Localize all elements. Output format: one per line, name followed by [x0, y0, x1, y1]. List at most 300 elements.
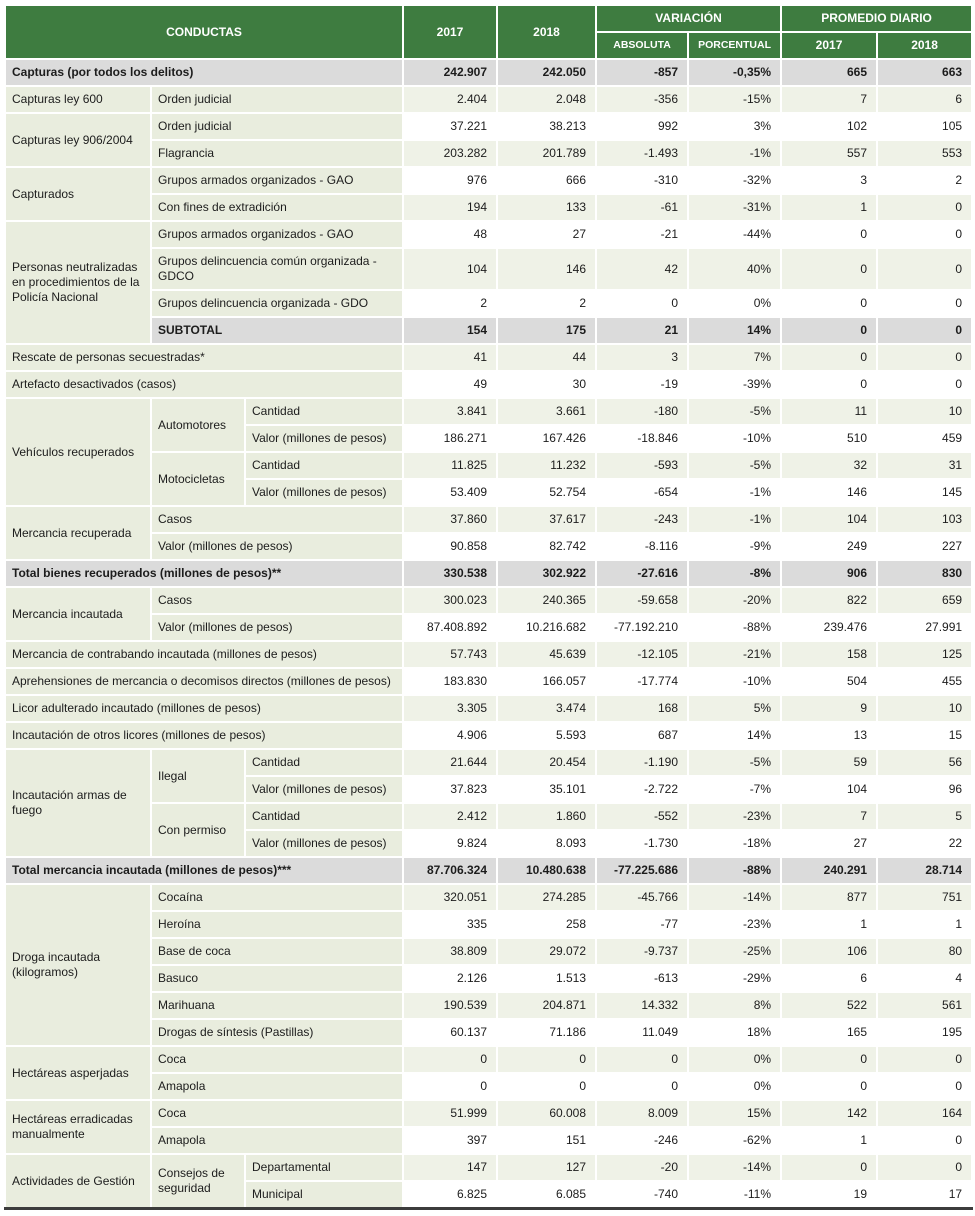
daily-avg-2018: 455 — [877, 668, 972, 695]
value-2017: 2.412 — [403, 803, 497, 830]
daily-avg-2018: 5 — [877, 803, 972, 830]
variation-percent: 5% — [688, 695, 781, 722]
value-2018: 44 — [497, 344, 596, 371]
variation-absolute: 11.049 — [596, 1019, 688, 1046]
value-2017: 51.999 — [403, 1100, 497, 1127]
value-2018: 20.454 — [497, 749, 596, 776]
variation-percent: 8% — [688, 992, 781, 1019]
row-label: Orden judicial — [151, 86, 403, 113]
daily-avg-2018: 31 — [877, 452, 972, 479]
value-2018: 2.048 — [497, 86, 596, 113]
section-total-row — [5, 560, 972, 587]
variation-absolute: -654 — [596, 479, 688, 506]
row-label: Licor adulterado incautado (millones de pesos) — [5, 695, 403, 722]
value-2018: 35.101 — [497, 776, 596, 803]
value-2018: 6.085 — [497, 1181, 596, 1209]
daily-avg-2018: 0 — [877, 317, 972, 344]
variation-absolute: 168 — [596, 695, 688, 722]
row-label: Cocaína — [151, 884, 403, 911]
daily-avg-2018: 751 — [877, 884, 972, 911]
value-2017: 147 — [403, 1154, 497, 1181]
daily-avg-2018: 659 — [877, 587, 972, 614]
data-row — [5, 506, 972, 533]
value-2017: 0 — [403, 1046, 497, 1073]
table-header — [5, 5, 972, 59]
variation-percent: -21% — [688, 641, 781, 668]
daily-avg-2017: 0 — [781, 290, 877, 317]
value-2017: 87.706.324 — [403, 857, 497, 884]
data-row — [5, 344, 972, 371]
variation-percent: -14% — [688, 1154, 781, 1181]
data-row — [5, 1046, 972, 1073]
daily-avg-2018: 4 — [877, 965, 972, 992]
value-2018: 38.213 — [497, 113, 596, 140]
daily-avg-2017: 7 — [781, 86, 877, 113]
variation-absolute: 42 — [596, 248, 688, 290]
data-row — [5, 641, 972, 668]
variation-percent: -11% — [688, 1181, 781, 1209]
variation-percent: -23% — [688, 911, 781, 938]
variation-absolute: 687 — [596, 722, 688, 749]
value-2017: 183.830 — [403, 668, 497, 695]
value-2017: 11.825 — [403, 452, 497, 479]
daily-avg-2017: 104 — [781, 506, 877, 533]
value-2017: 242.907 — [403, 59, 497, 86]
row-label: Motocicletas — [151, 452, 245, 506]
row-label: Capturas ley 906/2004 — [5, 113, 151, 167]
row-label: Coca — [151, 1046, 403, 1073]
daily-avg-2017: 877 — [781, 884, 877, 911]
variation-percent: -1% — [688, 140, 781, 167]
row-label: Con permiso — [151, 803, 245, 857]
variation-percent: 14% — [688, 722, 781, 749]
value-2017: 3.841 — [403, 398, 497, 425]
data-row — [5, 398, 972, 425]
daily-avg-2017: 165 — [781, 1019, 877, 1046]
daily-avg-2017: 0 — [781, 221, 877, 248]
table-body — [5, 59, 972, 1209]
data-row — [5, 167, 972, 194]
row-label: Departamental — [245, 1154, 403, 1181]
daily-avg-2018: 15 — [877, 722, 972, 749]
variation-absolute: -77 — [596, 911, 688, 938]
value-2018: 151 — [497, 1127, 596, 1154]
value-2017: 9.824 — [403, 830, 497, 857]
row-label: Casos — [151, 506, 403, 533]
daily-avg-2018: 27.991 — [877, 614, 972, 641]
value-2017: 60.137 — [403, 1019, 497, 1046]
row-label: Grupos armados organizados - GAO — [151, 167, 403, 194]
daily-avg-2018: 105 — [877, 113, 972, 140]
variation-absolute: -59.658 — [596, 587, 688, 614]
row-label: Hectáreas asperjadas — [5, 1046, 151, 1100]
daily-avg-2017: 0 — [781, 344, 877, 371]
data-row — [5, 113, 972, 140]
variation-absolute: -310 — [596, 167, 688, 194]
variation-percent: -5% — [688, 398, 781, 425]
daily-avg-2018: 0 — [877, 371, 972, 398]
value-2017: 6.825 — [403, 1181, 497, 1209]
data-row — [5, 884, 972, 911]
data-row — [5, 533, 972, 560]
variation-percent: -44% — [688, 221, 781, 248]
daily-avg-2017: 240.291 — [781, 857, 877, 884]
data-row — [5, 194, 972, 221]
value-2017: 154 — [403, 317, 497, 344]
row-label: Aprehensiones de mercancia o decomisos directos (millones de pesos) — [5, 668, 403, 695]
daily-avg-2017: 142 — [781, 1100, 877, 1127]
row-label: Hectáreas erradicadas manualmente — [5, 1100, 151, 1154]
header-variacion: VARIACIÓN — [596, 5, 781, 32]
data-row — [5, 938, 972, 965]
row-label: Amapola — [151, 1073, 403, 1100]
daily-avg-2017: 239.476 — [781, 614, 877, 641]
row-label: Valor (millones de pesos) — [151, 614, 403, 641]
variation-absolute: 0 — [596, 1046, 688, 1073]
value-2018: 52.754 — [497, 479, 596, 506]
value-2018: 37.617 — [497, 506, 596, 533]
value-2017: 3.305 — [403, 695, 497, 722]
row-label: Automotores — [151, 398, 245, 452]
daily-avg-2018: 459 — [877, 425, 972, 452]
daily-avg-2018: 0 — [877, 1127, 972, 1154]
daily-avg-2018: 0 — [877, 344, 972, 371]
daily-avg-2017: 822 — [781, 587, 877, 614]
daily-avg-2017: 13 — [781, 722, 877, 749]
value-2017: 57.743 — [403, 641, 497, 668]
variation-percent: -8% — [688, 560, 781, 587]
daily-avg-2017: 0 — [781, 248, 877, 290]
value-2017: 37.860 — [403, 506, 497, 533]
row-label: Grupos delincuencia común organizada - GDCO — [151, 248, 403, 290]
daily-avg-2017: 522 — [781, 992, 877, 1019]
daily-avg-2017: 59 — [781, 749, 877, 776]
value-2017: 49 — [403, 371, 497, 398]
variation-absolute: -857 — [596, 59, 688, 86]
daily-avg-2018: 0 — [877, 194, 972, 221]
value-2017: 48 — [403, 221, 497, 248]
variation-percent: -0,35% — [688, 59, 781, 86]
value-2017: 37.221 — [403, 113, 497, 140]
row-label: Cantidad — [245, 398, 403, 425]
value-2017: 21.644 — [403, 749, 497, 776]
row-label: Municipal — [245, 1181, 403, 1209]
variation-percent: 15% — [688, 1100, 781, 1127]
daily-avg-2017: 249 — [781, 533, 877, 560]
value-2018: 167.426 — [497, 425, 596, 452]
variation-absolute: -356 — [596, 86, 688, 113]
variation-absolute: 0 — [596, 290, 688, 317]
value-2017: 300.023 — [403, 587, 497, 614]
row-label: Consejos de seguridad — [151, 1154, 245, 1209]
daily-avg-2018: 145 — [877, 479, 972, 506]
results-table — [4, 4, 973, 1210]
section-total-row — [5, 59, 972, 86]
value-2018: 60.008 — [497, 1100, 596, 1127]
value-2018: 274.285 — [497, 884, 596, 911]
daily-avg-2017: 19 — [781, 1181, 877, 1209]
variation-absolute: -20 — [596, 1154, 688, 1181]
row-label: Con fines de extradición — [151, 194, 403, 221]
daily-avg-2017: 1 — [781, 1127, 877, 1154]
variation-absolute: 8.009 — [596, 1100, 688, 1127]
daily-avg-2018: 96 — [877, 776, 972, 803]
variation-absolute: -12.105 — [596, 641, 688, 668]
value-2017: 397 — [403, 1127, 497, 1154]
row-label: Cantidad — [245, 803, 403, 830]
daily-avg-2018: 0 — [877, 1154, 972, 1181]
variation-absolute: 21 — [596, 317, 688, 344]
variation-absolute: -45.766 — [596, 884, 688, 911]
data-row — [5, 965, 972, 992]
value-2018: 302.922 — [497, 560, 596, 587]
row-label: Artefacto desactivados (casos) — [5, 371, 403, 398]
variation-absolute: -1.730 — [596, 830, 688, 857]
daily-avg-2018: 553 — [877, 140, 972, 167]
variation-percent: 7% — [688, 344, 781, 371]
variation-absolute: -552 — [596, 803, 688, 830]
value-2018: 2 — [497, 290, 596, 317]
value-2017: 976 — [403, 167, 497, 194]
section-total-row — [5, 857, 972, 884]
variation-absolute: -21 — [596, 221, 688, 248]
data-row — [5, 614, 972, 641]
variation-percent: -88% — [688, 614, 781, 641]
daily-avg-2018: 80 — [877, 938, 972, 965]
subtotal-row — [5, 317, 972, 344]
row-label: Heroína — [151, 911, 403, 938]
value-2018: 3.661 — [497, 398, 596, 425]
daily-avg-2018: 0 — [877, 1046, 972, 1073]
daily-avg-2017: 1 — [781, 194, 877, 221]
variation-absolute: -77.225.686 — [596, 857, 688, 884]
daily-avg-2018: 0 — [877, 1073, 972, 1100]
variation-percent: -88% — [688, 857, 781, 884]
variation-percent: -1% — [688, 479, 781, 506]
data-row — [5, 248, 972, 290]
row-label: Casos — [151, 587, 403, 614]
row-label: Total bienes recuperados (millones de pesos)** — [5, 560, 403, 587]
variation-absolute: -8.116 — [596, 533, 688, 560]
value-2018: 175 — [497, 317, 596, 344]
daily-avg-2017: 158 — [781, 641, 877, 668]
data-row — [5, 1073, 972, 1100]
value-2018: 0 — [497, 1073, 596, 1100]
value-2018: 45.639 — [497, 641, 596, 668]
variation-percent: -29% — [688, 965, 781, 992]
variation-percent: 0% — [688, 290, 781, 317]
variation-percent: 0% — [688, 1046, 781, 1073]
value-2018: 258 — [497, 911, 596, 938]
row-label: Valor (millones de pesos) — [245, 830, 403, 857]
row-label: Cantidad — [245, 749, 403, 776]
value-2018: 8.093 — [497, 830, 596, 857]
variation-percent: 18% — [688, 1019, 781, 1046]
row-label: Rescate de personas secuestradas* — [5, 344, 403, 371]
header-promedio-diario: PROMEDIO DIARIO — [781, 5, 972, 32]
row-label: Mercancia incautada — [5, 587, 151, 641]
daily-avg-2018: 10 — [877, 695, 972, 722]
daily-avg-2018: 0 — [877, 221, 972, 248]
value-2017: 87.408.892 — [403, 614, 497, 641]
daily-avg-2018: 103 — [877, 506, 972, 533]
daily-avg-2017: 146 — [781, 479, 877, 506]
row-label: Orden judicial — [151, 113, 403, 140]
data-row — [5, 1154, 972, 1181]
value-2017: 2.404 — [403, 86, 497, 113]
header-conductas: CONDUCTAS — [5, 5, 403, 59]
value-2018: 242.050 — [497, 59, 596, 86]
data-row — [5, 452, 972, 479]
variation-absolute: -17.774 — [596, 668, 688, 695]
variation-absolute: -77.192.210 — [596, 614, 688, 641]
row-label: Grupos armados organizados - GAO — [151, 221, 403, 248]
daily-avg-2018: 164 — [877, 1100, 972, 1127]
variation-absolute: -27.616 — [596, 560, 688, 587]
variation-percent: -32% — [688, 167, 781, 194]
row-label: Valor (millones de pesos) — [245, 425, 403, 452]
daily-avg-2018: 56 — [877, 749, 972, 776]
variation-absolute: -1.190 — [596, 749, 688, 776]
daily-avg-2017: 1 — [781, 911, 877, 938]
data-row — [5, 992, 972, 1019]
value-2018: 0 — [497, 1046, 596, 1073]
value-2017: 2 — [403, 290, 497, 317]
value-2017: 190.539 — [403, 992, 497, 1019]
daily-avg-2018: 10 — [877, 398, 972, 425]
value-2017: 90.858 — [403, 533, 497, 560]
variation-percent: -31% — [688, 194, 781, 221]
value-2018: 127 — [497, 1154, 596, 1181]
value-2018: 11.232 — [497, 452, 596, 479]
variation-absolute: -18.846 — [596, 425, 688, 452]
row-label: Coca — [151, 1100, 403, 1127]
row-label: SUBTOTAL — [151, 317, 403, 344]
row-label: Valor (millones de pesos) — [151, 533, 403, 560]
value-2018: 10.216.682 — [497, 614, 596, 641]
variation-percent: -10% — [688, 668, 781, 695]
data-row — [5, 140, 972, 167]
variation-percent: -23% — [688, 803, 781, 830]
value-2017: 330.538 — [403, 560, 497, 587]
daily-avg-2018: 2 — [877, 167, 972, 194]
variation-absolute: -613 — [596, 965, 688, 992]
variation-percent: -7% — [688, 776, 781, 803]
variation-absolute: -243 — [596, 506, 688, 533]
row-label: Ilegal — [151, 749, 245, 803]
variation-percent: -10% — [688, 425, 781, 452]
value-2017: 2.126 — [403, 965, 497, 992]
variation-percent: -20% — [688, 587, 781, 614]
header-absoluta: ABSOLUTA — [596, 32, 688, 59]
row-label: Vehículos recuperados — [5, 398, 151, 506]
row-label: Incautación armas de fuego — [5, 749, 151, 857]
value-2018: 27 — [497, 221, 596, 248]
data-row — [5, 722, 972, 749]
row-label: Flagrancia — [151, 140, 403, 167]
daily-avg-2018: 17 — [877, 1181, 972, 1209]
daily-avg-2017: 6 — [781, 965, 877, 992]
row-label: Basuco — [151, 965, 403, 992]
value-2018: 1.860 — [497, 803, 596, 830]
row-label: Valor (millones de pesos) — [245, 776, 403, 803]
data-row — [5, 1100, 972, 1127]
variation-percent: -5% — [688, 452, 781, 479]
row-label: Mercancia de contrabando incautada (millones de pesos) — [5, 641, 403, 668]
variation-absolute: -2.722 — [596, 776, 688, 803]
variation-absolute: 3 — [596, 344, 688, 371]
row-label: Base de coca — [151, 938, 403, 965]
data-row — [5, 290, 972, 317]
variation-percent: -39% — [688, 371, 781, 398]
value-2018: 29.072 — [497, 938, 596, 965]
row-label: Capturas (por todos los delitos) — [5, 59, 403, 86]
row-label: Mercancia recuperada — [5, 506, 151, 560]
value-2018: 5.593 — [497, 722, 596, 749]
value-2017: 37.823 — [403, 776, 497, 803]
daily-avg-2017: 27 — [781, 830, 877, 857]
value-2017: 4.906 — [403, 722, 497, 749]
header-porcentual: PORCENTUAL — [688, 32, 781, 59]
daily-avg-2018: 28.714 — [877, 857, 972, 884]
data-row — [5, 86, 972, 113]
value-2017: 335 — [403, 911, 497, 938]
variation-percent: 3% — [688, 113, 781, 140]
daily-avg-2017: 0 — [781, 1046, 877, 1073]
value-2017: 53.409 — [403, 479, 497, 506]
row-label: Capturas ley 600 — [5, 86, 151, 113]
daily-avg-2017: 0 — [781, 1154, 877, 1181]
daily-avg-2018: 6 — [877, 86, 972, 113]
row-label: Marihuana — [151, 992, 403, 1019]
data-row — [5, 221, 972, 248]
variation-absolute: -246 — [596, 1127, 688, 1154]
daily-avg-2018: 125 — [877, 641, 972, 668]
value-2017: 41 — [403, 344, 497, 371]
variation-absolute: 14.332 — [596, 992, 688, 1019]
header-prom-2017: 2017 — [781, 32, 877, 59]
value-2018: 133 — [497, 194, 596, 221]
variation-absolute: -1.493 — [596, 140, 688, 167]
daily-avg-2018: 663 — [877, 59, 972, 86]
value-2018: 71.186 — [497, 1019, 596, 1046]
value-2018: 30 — [497, 371, 596, 398]
daily-avg-2017: 11 — [781, 398, 877, 425]
daily-avg-2017: 504 — [781, 668, 877, 695]
row-label: Cantidad — [245, 452, 403, 479]
data-row — [5, 803, 972, 830]
header-2017: 2017 — [403, 5, 497, 59]
header-prom-2018: 2018 — [877, 32, 972, 59]
variation-percent: -25% — [688, 938, 781, 965]
value-2018: 10.480.638 — [497, 857, 596, 884]
variation-percent: 14% — [688, 317, 781, 344]
daily-avg-2017: 0 — [781, 371, 877, 398]
daily-avg-2017: 102 — [781, 113, 877, 140]
variation-percent: -14% — [688, 884, 781, 911]
value-2018: 3.474 — [497, 695, 596, 722]
data-row — [5, 695, 972, 722]
value-2018: 146 — [497, 248, 596, 290]
daily-avg-2017: 0 — [781, 1073, 877, 1100]
daily-avg-2018: 0 — [877, 248, 972, 290]
data-row — [5, 668, 972, 695]
daily-avg-2017: 665 — [781, 59, 877, 86]
daily-avg-2018: 195 — [877, 1019, 972, 1046]
data-row — [5, 749, 972, 776]
value-2018: 82.742 — [497, 533, 596, 560]
daily-avg-2017: 9 — [781, 695, 877, 722]
